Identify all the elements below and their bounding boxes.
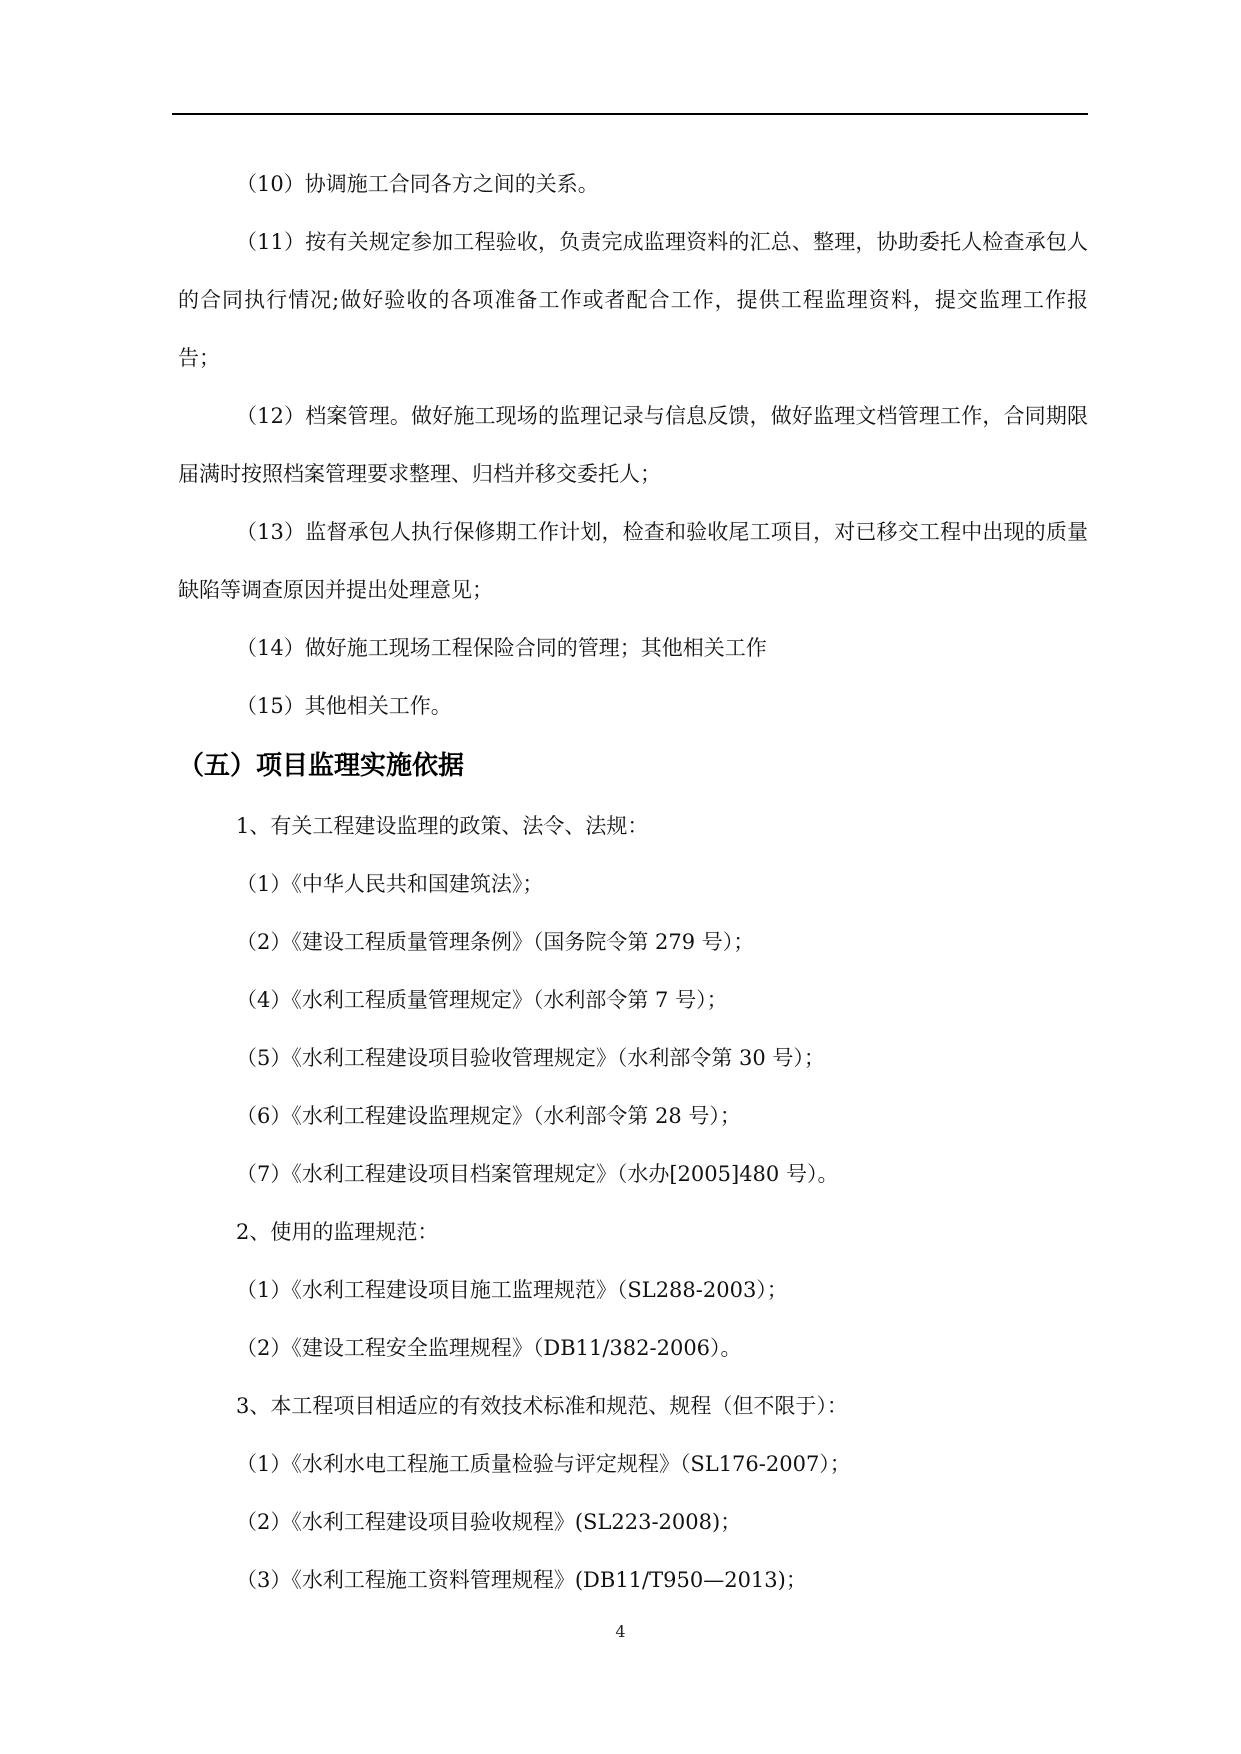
page-number: 4 — [615, 1622, 626, 1641]
list-item: （2）《建设工程质量管理条例》（国务院令第 279 号）； — [236, 930, 755, 954]
subsection-3-title: 3、本工程项目相适应的有效技术标准和规范、规程（但不限于）： — [236, 1394, 848, 1418]
list-item: （2）《水利工程建设项目验收规程》(SL223-2008)； — [236, 1510, 742, 1534]
list-item: （4）《水利工程质量管理规定》（水利部令第 7 号）； — [236, 988, 728, 1012]
paragraph-10: （10）协调施工合同各方之间的关系。 — [236, 172, 599, 196]
header-rule — [172, 113, 1088, 115]
paragraph-12: （12）档案管理。做好施工现场的监理记录与信息反馈，做好监理文档管理工作，合同期限届满时按照档案管理要求整理、归档并移交委托人； — [178, 404, 1088, 486]
list-item: （1）《中华人民共和国建筑法》； — [236, 872, 544, 896]
list-item: （3）《水利工程施工资料管理规程》(DB11/T950—2013)； — [236, 1568, 807, 1592]
list-item: （6）《水利工程建设监理规定》（水利部令第 28 号）； — [236, 1104, 741, 1128]
paragraph-11: （11）按有关规定参加工程验收，负责完成监理资料的汇总、整理，协助委托人检查承包人的合同执行情况;做好验收的各项准备工作或者配合工作，提供工程监理资料，提交监理工作报告； — [178, 230, 1088, 370]
list-item: （2）《建设工程安全监理规程》（DB11/382-2006）。 — [236, 1336, 742, 1360]
list-item: （7）《水利工程建设项目档案管理规定》（水办[2005]480 号）。 — [236, 1162, 839, 1186]
body-content — [178, 155, 1088, 1609]
list-item: （1）《水利水电工程施工质量检验与评定规程》（SL176-2007）； — [236, 1452, 851, 1476]
paragraph-14: （14）做好施工现场工程保险合同的管理；其他相关工作 — [236, 636, 767, 660]
paragraph-15: （15）其他相关工作。 — [236, 694, 452, 718]
section-heading: （五）项目监理实施依据 — [178, 751, 465, 781]
paragraph-13: （13）监督承包人执行保修期工作计划，检查和验收尾工项目，对已移交工程中出现的质量缺陷等调查原因并提出处理意见； — [178, 520, 1088, 602]
list-item: （5）《水利工程建设项目验收管理规定》（水利部令第 30 号）； — [236, 1046, 825, 1070]
subsection-1-title: 1、有关工程建设监理的政策、法令、法规： — [236, 814, 649, 838]
list-item: （1）《水利工程建设项目施工监理规范》（SL288-2003）； — [236, 1278, 788, 1302]
subsection-2-title: 2、使用的监理规范： — [236, 1220, 439, 1244]
